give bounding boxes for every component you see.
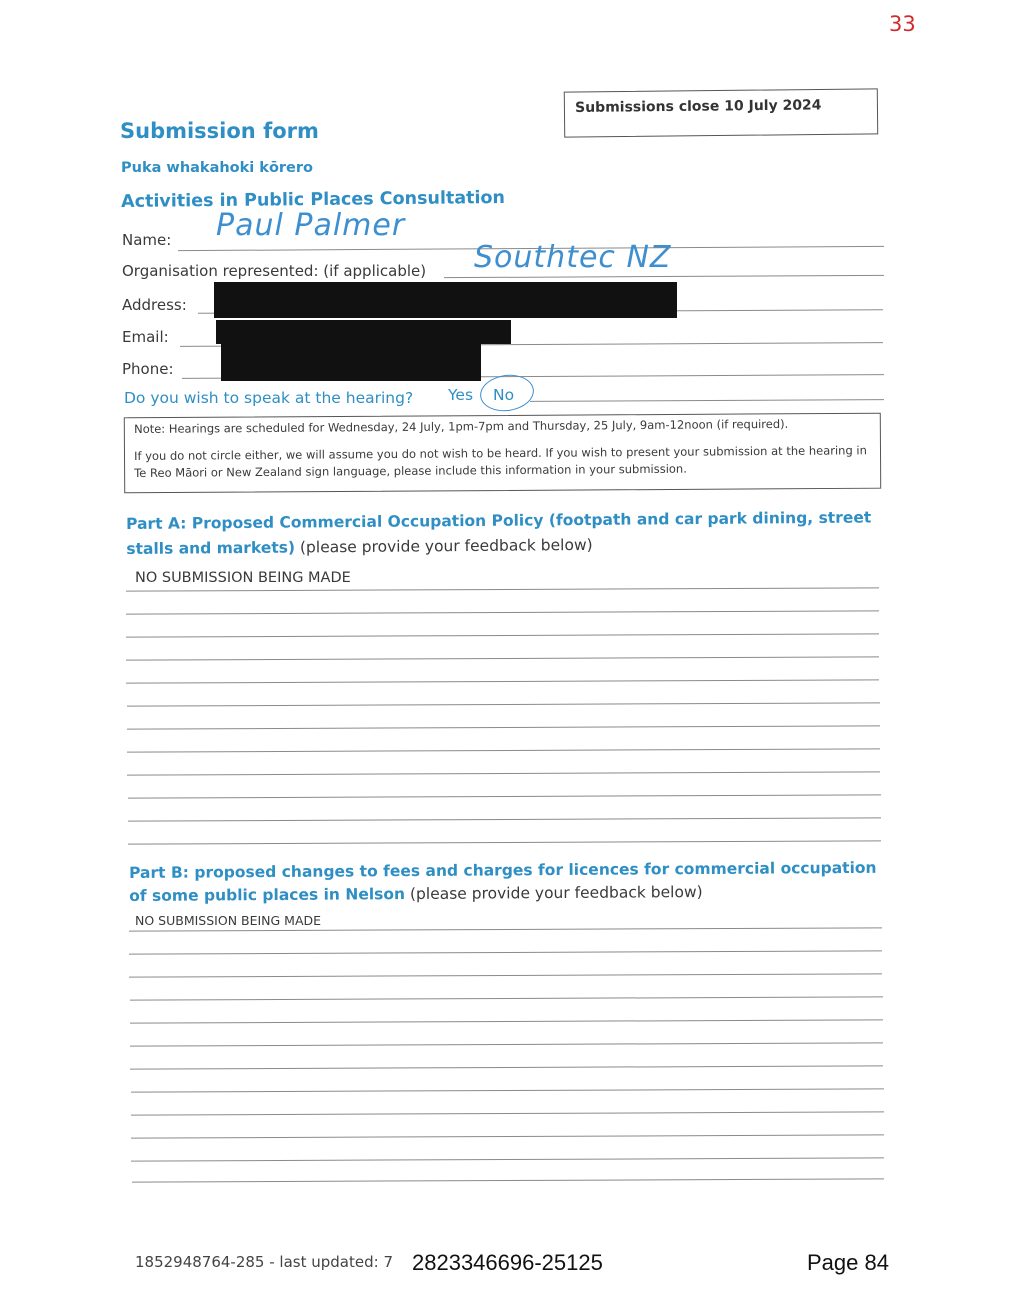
part-a-line [126,656,879,660]
part-a-line [126,610,879,614]
organisation-label: Organisation represented: (if applicable) [122,262,427,280]
email-redaction [216,320,511,344]
form-subtitle: Puka whakahoki kōrero [121,160,314,176]
part-b-line [131,1157,884,1161]
address-redaction [214,282,677,318]
organisation-line [444,275,884,278]
part-a-title: Part A: Proposed Commercial Occupation Policy (footpath and car park dining, street stalls and markets) [126,508,872,558]
part-a-suffix: (please provide your feedback below) [294,535,593,557]
part-b-line [129,973,882,977]
part-b-line [131,1134,884,1138]
submissions-close-text: Submissions close 10 July 2024 [575,97,822,116]
part-a-line [127,771,880,775]
note-instructions: If you do not circle either, we will assume you do not wish to be heard. If you wish to present your submission at the hearing in Te Reo Māori or New Zealand sign language, please include this information in your submission. [134,443,867,480]
part-a-line [128,817,881,821]
part-a-line [126,633,879,637]
part-b-line [131,1111,884,1115]
part-a-line [127,702,880,706]
part-a-line [127,748,880,752]
footer-overlay-reference: 2823346696-25125 [412,1250,603,1275]
part-a-heading [126,505,886,562]
page-number-red: 33 [889,12,916,36]
hearing-question: Do you wish to speak at the hearing? [124,389,414,407]
part-b-line [129,950,882,954]
name-label: Name: [122,231,172,249]
email-label: Email: [122,328,169,346]
part-b-response: NO SUBMISSION BEING MADE [135,913,322,928]
organisation-handwriting: Southtec NZ [474,240,672,275]
part-a-line [126,679,879,683]
part-a-line [126,587,879,591]
part-b-heading [129,857,889,908]
consultation-heading: Activities in Public Places Consultation [121,187,506,212]
hearing-no: No [493,386,515,404]
hearing-line [530,399,884,402]
note-hearing-schedule: Note: Hearings are scheduled for Wednesday, 24 July, 1pm-7pm and Thursday, 25 July, 9am-12noon (if required). [134,416,789,436]
part-b-title: Part B: proposed changes to fees and charges for licences for commercial occupation of some public places in Nelson [129,858,877,905]
part-a-line [127,725,880,729]
part-b-line [131,1088,884,1092]
hearing-yes: Yes [448,386,474,404]
part-b-line [129,927,882,931]
part-b-line [130,996,883,1000]
part-a-line [128,840,881,844]
part-a-line [128,794,881,798]
name-handwriting: Paul Palmer [216,208,406,243]
part-b-suffix: (please provide your feedback below) [404,882,703,904]
footer-doc-reference: 1852948764-285 - last updated: 7 [135,1253,393,1271]
part-b-line [130,1065,883,1069]
footer-page-number: Page 84 [807,1250,889,1275]
address-label: Address: [122,296,187,314]
part-b-line [132,1178,884,1182]
part-b-line [130,1042,883,1046]
part-a-response: NO SUBMISSION BEING MADE [135,570,351,586]
phone-label: Phone: [122,360,174,378]
form-title: Submission form [120,119,319,143]
phone-redaction [221,343,481,381]
part-b-line [130,1019,883,1023]
